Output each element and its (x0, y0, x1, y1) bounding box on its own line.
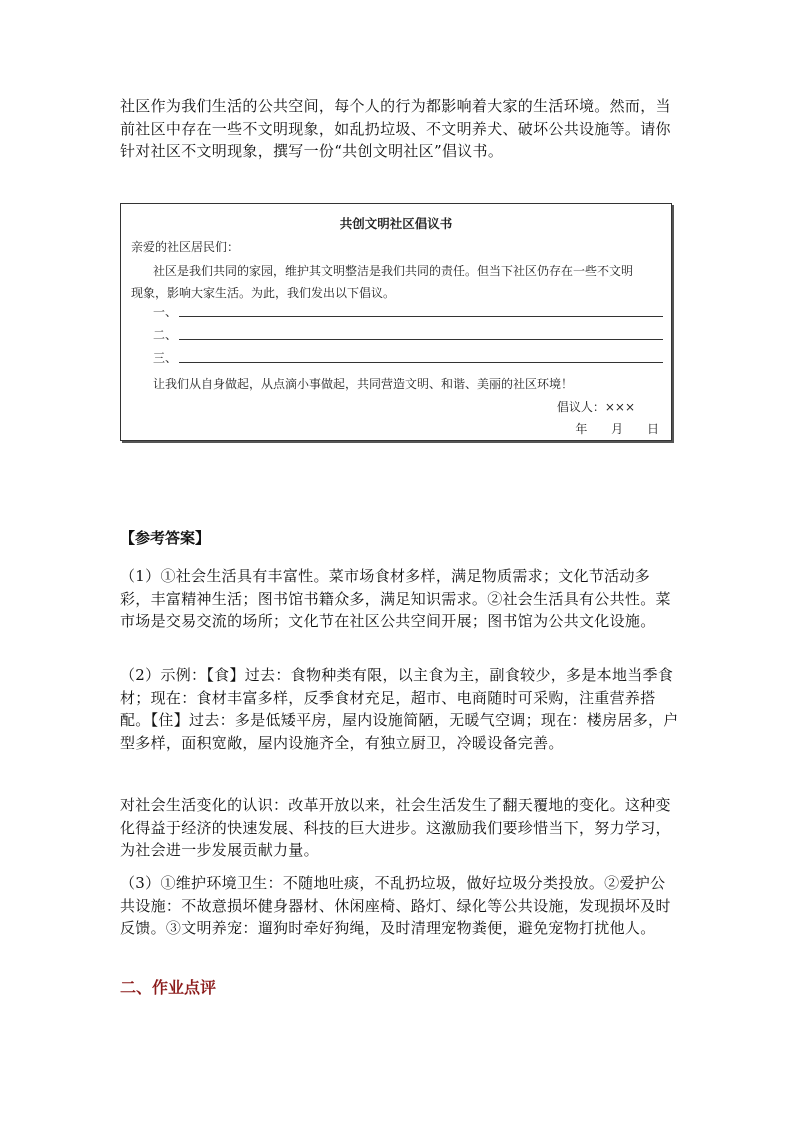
proposal-item-2 (153, 327, 663, 343)
section-2-title: 二、作业点评 (120, 978, 217, 997)
proposal-closing: 让我们从自身做起，从点滴小事做起，共同营造文明、和谐、美丽的社区环境！ (153, 377, 574, 391)
intro-question: 社区作为我们生活的公共空间，每个人的行为都影响着大家的生活环境。然而，当前社区中存在一些不文明现象，如乱扔垃圾、不文明养犬、破坏公共设施等。请你针对社区不文明现象，撰写一份“共创文明社区”倡议书。 (120, 97, 671, 160)
proposal-greeting: 亲爱的社区居民们： (131, 240, 240, 254)
proposal-template-box (120, 203, 672, 441)
proposal-item-1 (153, 304, 663, 320)
answer-2-reflection: 对社会生活变化的认识：改革开放以来，社会生活发生了翻天覆地的变化。这种变化得益于经济的快速发展、科技的巨大进步。这激励我们要珍惜当下，努力学习，为社会进一步发展贡献力量。 (120, 796, 671, 859)
item-number: 三、 (153, 351, 178, 365)
answer-1: （1）①社会生活具有丰富性。菜市场食材多样，满足物质需求；文化节活动多彩，丰富精神生活；图书馆书籍众多，满足知识需求。②社会生活具有公共性。菜市场是交易交流的场所；文化节在社区公共空间开展；图书馆为公共文化设施。 (120, 567, 671, 630)
item-number: 二、 (153, 328, 178, 342)
proposal-signature: 倡议人：××× (556, 400, 635, 414)
proposal-item-3 (153, 350, 663, 366)
proposal-date: 年 月 日 (575, 422, 659, 436)
proposal-body-line-2: 现象，影响大家生活。为此，我们发出以下倡议。 (131, 286, 396, 300)
item-number: 一、 (153, 305, 178, 319)
fill-in-line (179, 361, 663, 363)
answer-2: （2）示例：【食】过去：食物种类有限，以主食为主，副食较少，多是本地当季食材；现在：食材丰富多样，反季食材充足，超市、电商随时可采购，注重营养搭配。【住】过去：多是低矮平房，屋内设施简陋，无暖气空调；现在：楼房居多，户型多样，面积宽敞，屋内设施齐全，有独立厨卫，冷暖设备完善。 (120, 666, 679, 752)
proposal-title: 共创文明社区倡议书 (339, 216, 453, 231)
fill-in-line (179, 315, 663, 317)
proposal-body-line-1: 社区是我们共同的家园，维护其文明整洁是我们共同的责任。但当下社区仍存在一些不文明 (153, 264, 634, 278)
fill-in-line (179, 338, 663, 340)
answer-3: （3）①维护环境卫生：不随地吐痰，不乱扔垃圾，做好垃圾分类投放。②爱护公共设施：不故意损坏健身器材、休闲座椅、路灯、绿化等公共设施，发现损坏及时反馈。③文明养宠：遛狗时牵好狗绳，及时清理宠物粪便，避免宠物打扰他人。 (120, 874, 671, 937)
answer-heading: 【参考答案】 (120, 529, 211, 547)
